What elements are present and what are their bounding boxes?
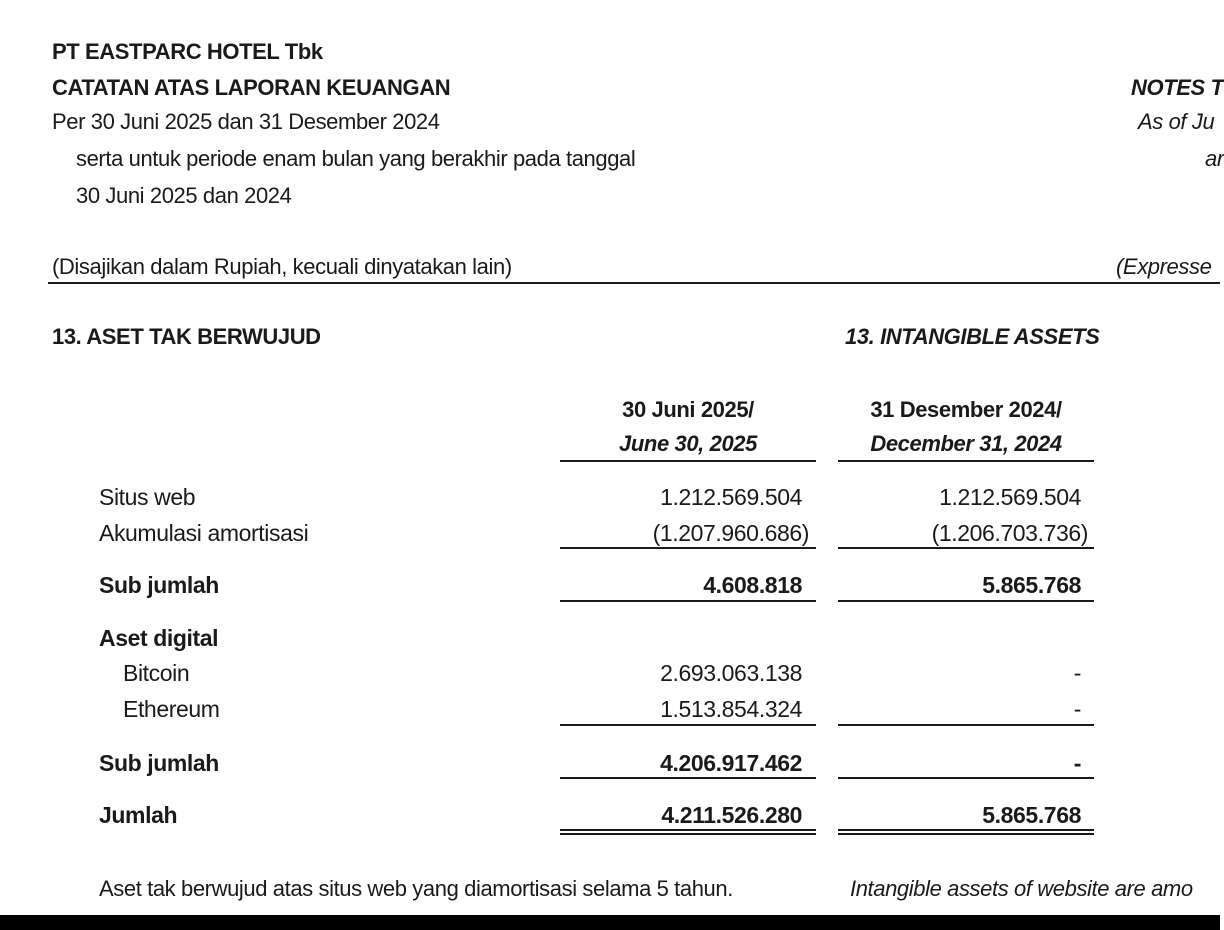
currency-note-id: (Disajikan dalam Rupiah, kecuali dinyatakan lain): [52, 254, 512, 279]
column-header-2-line1: 31 Desember 2024/: [870, 397, 1062, 422]
subtotal2-bottom-rule-2024: [838, 777, 1094, 779]
subtotal1-bottom-rule-2024: [838, 600, 1094, 602]
section-title-en: 13. INTANGIBLE ASSETS: [845, 324, 1100, 349]
report-period-line3-id: 30 Juni 2025 dan 2024: [76, 183, 292, 208]
row-value-subtotal-website-2025: 4.608.818: [703, 572, 802, 598]
total-double-rule-2024: [838, 829, 1094, 835]
row-value-website-2024: 1.212.569.504: [939, 484, 1081, 510]
row-label-total: Jumlah: [99, 802, 178, 828]
column-header-2-rule: [838, 460, 1094, 462]
report-period-en: As of Ju: [1138, 109, 1215, 134]
report-period-line2-en: ar: [1205, 146, 1224, 171]
row-label-website: Situs web: [99, 484, 196, 510]
footnote-id: Aset tak berwujud atas situs web yang diamortisasi selama 5 tahun.: [99, 876, 733, 901]
row-value-subtotal-website-2024: 5.865.768: [982, 572, 1081, 598]
row-label-digital-assets-heading: Aset digital: [99, 625, 219, 651]
row-label-ethereum: Ethereum: [123, 696, 220, 722]
row-value-ethereum-2024: -: [1073, 696, 1081, 722]
bottom-crop-bar: [0, 915, 1220, 930]
row-value-subtotal-digital-2025: 4.206.917.462: [660, 750, 802, 776]
report-title-id: CATATAN ATAS LAPORAN KEUANGAN: [52, 75, 451, 100]
row-label-bitcoin: Bitcoin: [123, 660, 190, 686]
row-label-subtotal-digital: Sub jumlah: [99, 750, 219, 776]
row-value-amortization-2024: (1.206.703.736): [931, 520, 1088, 546]
row-value-amortization-2025: (1.207.960.686): [652, 520, 809, 546]
total-double-rule-2025: [560, 829, 816, 835]
report-period-line2-id: serta untuk periode enam bulan yang berakhir pada tanggal: [76, 146, 636, 171]
row-value-total-2024: 5.865.768: [982, 802, 1081, 828]
row-value-bitcoin-2024: -: [1073, 660, 1081, 686]
report-period-id: Per 30 Juni 2025 dan 31 Desember 2024: [52, 109, 440, 134]
row-label-subtotal-website: Sub jumlah: [99, 572, 219, 598]
company-name: PT EASTPARC HOTEL Tbk: [52, 39, 323, 64]
column-header-2-line2: December 31, 2024: [870, 431, 1062, 456]
row-value-subtotal-digital-2024: -: [1073, 750, 1081, 776]
column-header-1-line1: 30 Juni 2025/: [622, 397, 754, 422]
report-title-en: NOTES T: [1131, 75, 1224, 100]
subtotal2-rule-2025: [560, 724, 816, 726]
row-value-ethereum-2025: 1.513.854.324: [660, 696, 802, 722]
header-divider: [48, 282, 1220, 284]
section-title-id: 13. ASET TAK BERWUJUD: [52, 324, 321, 349]
row-value-bitcoin-2025: 2.693.063.138: [660, 660, 802, 686]
column-header-1-rule: [560, 460, 816, 462]
row-label-amortization: Akumulasi amortisasi: [99, 520, 309, 546]
row-value-total-2025: 4.211.526.280: [661, 802, 802, 828]
column-header-1-line2: June 30, 2025: [619, 431, 757, 456]
subtotal2-bottom-rule-2025: [560, 777, 816, 779]
row-value-website-2025: 1.212.569.504: [660, 484, 802, 510]
subtotal1-bottom-rule-2025: [560, 600, 816, 602]
footnote-en: Intangible assets of website are amo: [850, 876, 1193, 901]
currency-note-en: (Expresse: [1116, 254, 1212, 279]
subtotal2-rule-2024: [838, 724, 1094, 726]
subtotal1-rule-2025: [560, 547, 816, 549]
subtotal1-rule-2024: [838, 547, 1094, 549]
